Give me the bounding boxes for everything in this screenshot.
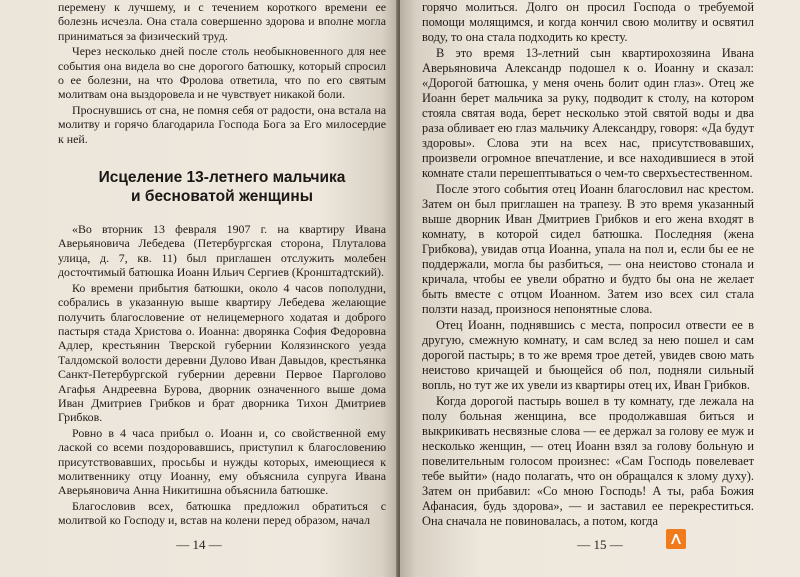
paragraph: Благословив всех, батюшка предложил обратиться с молитвой ко Господу и, встав на колени перед образом, начал: [58, 498, 386, 528]
section-heading: [58, 168, 386, 206]
paragraph: Ровно в 4 часа прибыл о. Иоанн и, со свойственной ему лаской со всеми поздоровавшись, приступил к благословению присутствовавших, просьбы и нужды которых, имеющиеся к молитвеннику отцу Иоанну, ему объяснила супруга Ивана Аверьяновича Анна Никитишна объяснила батюшке.: [58, 425, 386, 498]
paragraph: Ко времени прибытия батюшки, около 4 часов пополудни, собрались в указанную выше квартиру Лебедева желающие получить благословение от нелицемерного ходатая и доброго пастыря стада Христова о. Иоанна: дворянка София Федоровна Адлер, крестьянин Тверской губернии Колязинского уезда Талдомской волости деревни Дулово Иван Давыдов, крестьянка Санкт-Петербургской губернии деревни Первое Парголово Агафья Андреевна Бурова, дворник означенного выше дома Иван Дмитриев Грибков и брат дворника Тихон Дмитриев Грибков.: [58, 280, 386, 425]
paragraph: Отец Иоанн, поднявшись с места, попросил отвести ее в другую, смежную комнату, и сам вслед за нею пошел и сам дорогой пастырь; в то же время трое детей, увидев свою мать неистово кричащей и бьющейся об пол, подняли сильный вопль, но тут же их увели из квартиры отец их, Иван Грибков.: [422, 318, 754, 392]
paragraph: В это время 13-летний сын квартирохозяина Ивана Аверьяновича Александр подошел к о. Иоанну и сказал: «Дорогой батюшка, у меня очень болит один глаз». Отец же Иоанн берет мальчика за руку, подводит к столу, на котором стояла святая вода, берет несколько этой святой воды и два раза обливает ею глаз мальчику Александру, говоря: «Да будут здоровы». Слова эти на всех нас, присутствовавших, произвели огромное впечатление, и все находившиеся в этой комнате стали перешептываться о чем-то сверхъестественном.: [422, 46, 754, 180]
paragraph: «Во вторник 13 февраля 1907 г. на квартиру Ивана Аверьяновича Лебедева (Петербургская сторона, Плуталова улица, д. 7, кв. 11) был приглашен отслужить молебен досточтимый батюшка Иоанн Ильич Сергиев (Кронштадтский).: [58, 222, 386, 280]
paragraph: перемену к лучшему, и с течением короткого времени ее болезнь исчезла. Она стала совершенно здорова и вполне могла приниматься за физический труд.: [58, 0, 386, 43]
left-page: [0, 0, 398, 577]
right-page-text-column: [422, 0, 754, 529]
left-page-text-column: [58, 0, 386, 528]
watermark-logo-icon: [666, 529, 686, 549]
paragraph: После этого события отец Иоанн благословил нас крестом. Затем он был приглашен на трапезу. В это время указанный выше дворник Иван Дмитриев Грибков и его жена входят в комнату, в которой сидел батюшка. Последняя (жена Грибкова), увидав отца Иоанна, упала на пол и, если бы ее не поддержали, могла бы разбиться, — она неистово стонала и кричала, чтобы ее увели обратно и будто бы она не желает быть вместе с отцом Иоанном. Затем изо всех сил стала ползти назад, произнося непонятные слова.: [422, 182, 754, 316]
paragraph: Проснувшись от сна, не помня себя от радости, она встала на молитву и горячо благодарила Господа Бога за Его милосердие к ней.: [58, 102, 386, 146]
paragraph: горячо молиться. Долго он просил Господа о требуемой помощи молящимся, и когда кончил свою молитву и освятил воду, то она стала подходить ко кресту.: [422, 0, 754, 44]
paragraph: Когда дорогой пастырь вошел в ту комнату, где лежала на полу больная женщина, все продолжавшая биться и выкрикивать несвязные слова — ее держал за голову ее муж и несколько женщин, — отец Иоанн взял за голову больную и повелительным голосом произнес: «Сам Господь повелевает тебе выйти» (надо полагать, что он обращался к злому духу). Затем он прибавил: «Со мною Господь! А ты, раба Божия Афанасия, будь здорова», — и заставил ее перекреститься. Она сначала не повиновалась, а потом, когда: [422, 394, 754, 528]
section-gap: [58, 146, 386, 168]
section-heading-line1: Исцеление 13-летнего мальчика: [98, 169, 346, 187]
right-page: [400, 0, 800, 577]
watermark-glyph-icon: [669, 532, 683, 546]
page-number-right: — 15 —: [577, 537, 623, 552]
paragraph: Через несколько дней после столь необыкновенного для нее события она видела во сне дорогого батюшку, который спросил о ее болезни, на что Фролова ответила, что по его святым молитвам она выздоровела и не чувствует никакой боли.: [58, 44, 386, 102]
page-number-left: — 14 —: [176, 537, 222, 552]
section-heading-line2: и бесноватой женщины: [131, 188, 313, 206]
